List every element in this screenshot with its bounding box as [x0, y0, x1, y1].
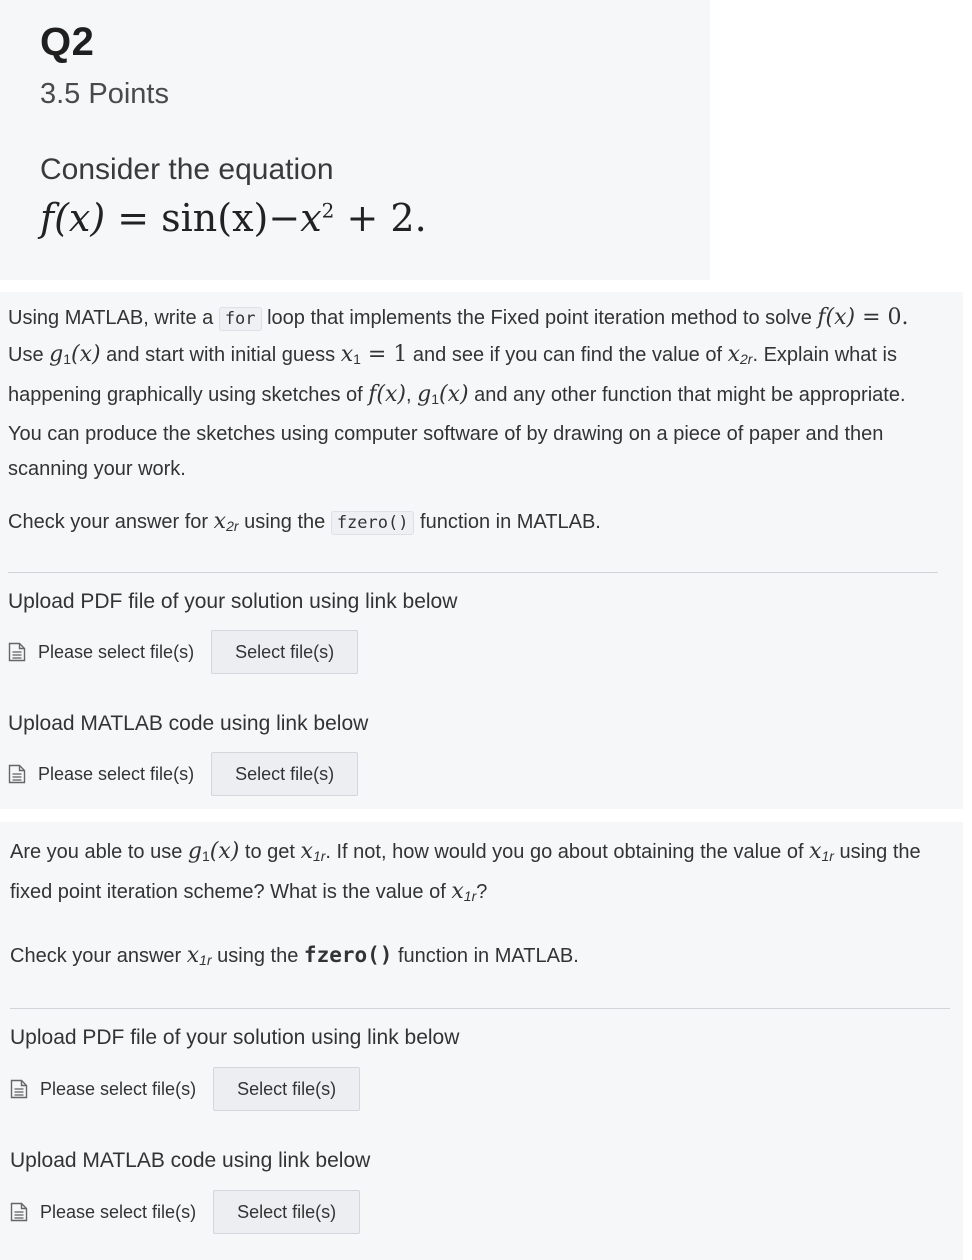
part-a-panel	[0, 292, 963, 809]
upload-matlab-row	[8, 752, 358, 796]
upload-matlab-row	[10, 1190, 360, 1234]
divider	[10, 1008, 950, 1009]
inline-code-for: for	[219, 307, 262, 331]
part-b-check: Check your answer $x_{1r}$ using the fzero() function in MATLAB.	[10, 943, 579, 968]
question-title: Q2	[40, 20, 95, 64]
upload-pdf-label: Upload PDF file of your solution using link below	[8, 590, 458, 613]
select-files-button[interactable]: Select file(s)	[213, 1190, 360, 1234]
file-document-icon	[8, 642, 26, 662]
upload-matlab-label: Upload MATLAB code using link below	[10, 1149, 371, 1172]
part-b-instructions: Are you able to use $g_1(x)$ to get $x_{1r}$. If not, how would you go about obtaining the value of $x_{1r}$ using the fixed point iteration scheme? What is the value of $x_{1r}$?	[10, 839, 921, 904]
question-equation: $f(x) = \sin(x)-x^2 + 2$.	[40, 196, 427, 240]
select-files-button[interactable]: Select file(s)	[211, 630, 358, 674]
file-status-text: Please select file(s)	[40, 1078, 197, 1099]
upload-pdf-label: Upload PDF file of your solution using link below	[10, 1026, 460, 1049]
part-b-panel	[0, 822, 963, 1260]
file-status-text: Please select file(s)	[40, 1201, 197, 1222]
question-points: 3.5 Points	[40, 78, 169, 110]
select-files-button[interactable]: Select file(s)	[211, 752, 358, 796]
upload-pdf-row	[8, 630, 358, 674]
file-status-text: Please select file(s)	[38, 641, 195, 662]
inline-code-fzero: fzero()	[331, 511, 415, 535]
question-intro: Consider the equation	[40, 153, 334, 186]
file-status-text: Please select file(s)	[38, 763, 195, 784]
file-document-icon	[10, 1079, 28, 1099]
upload-pdf-row	[10, 1067, 360, 1111]
select-files-button[interactable]: Select file(s)	[213, 1067, 360, 1111]
file-document-icon	[8, 764, 26, 784]
file-document-icon	[10, 1202, 28, 1222]
part-a-check: Check your answer for $x_{2r}$ using the fzero() function in MATLAB.	[8, 509, 601, 534]
question-header	[0, 0, 710, 280]
part-a-instructions: Using MATLAB, write a for loop that implements the Fixed point iteration method to solve f(x) = 0. Use $g_1(x)$ and start with initial guess $x_1 = 1$ and see if you can find the value of $x_{2r}$. Explain what is happening graphically using sketches of f(x), $g_1(x)$ and any other function that might be appropriate. You can produce the sketches using computer software of by drawing on a piece of paper and then scanning your work.	[8, 305, 909, 480]
divider	[8, 572, 938, 573]
inline-code-fzero: fzero()	[303, 943, 393, 967]
upload-matlab-label: Upload MATLAB code using link below	[8, 712, 369, 735]
